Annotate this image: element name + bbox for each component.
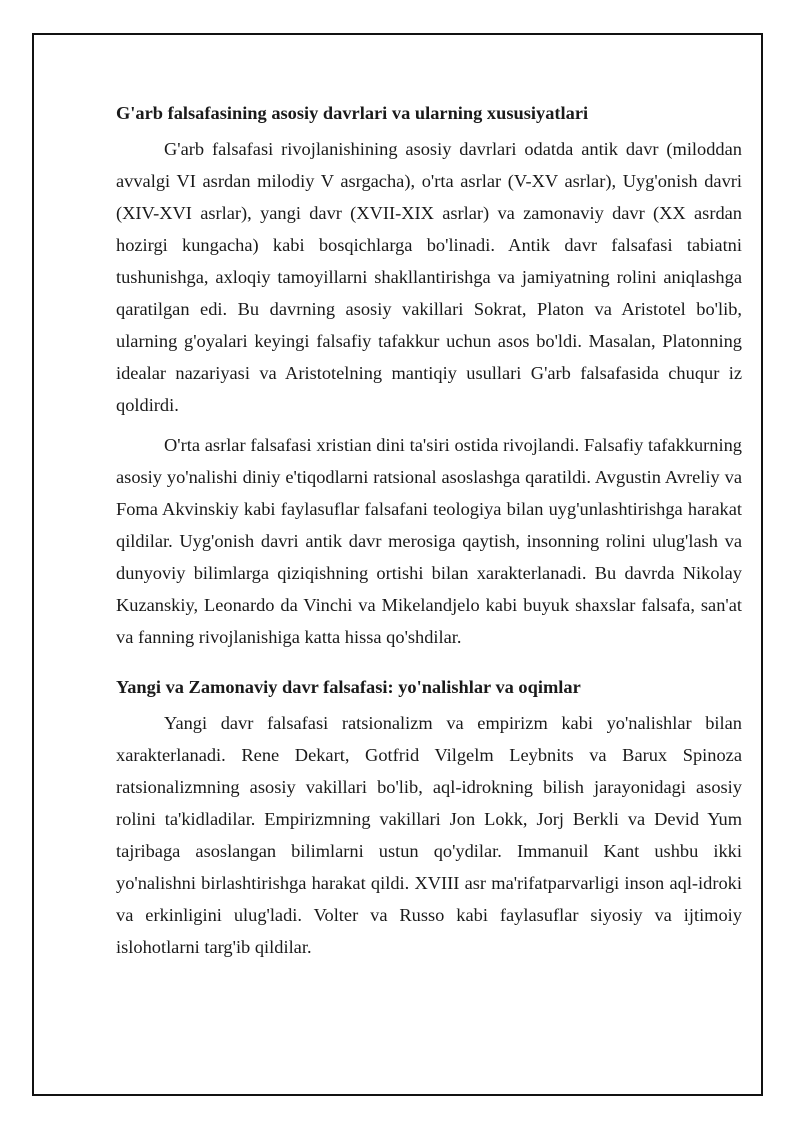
section-heading-modern-philosophy: Yangi va Zamonaviy davr falsafasi: yo'nalishlar va oqimlar [116, 677, 581, 697]
paragraph-rationalism-empiricism: Yangi davr falsafasi ratsionalizm va empirizm kabi yo'nalishlar bilan xarakterlanadi. Rene Dekart, Gotfrid Vilgelm Leybnits va Barux Spinoza ratsionalizmning asosiy vakillari bo'lib, aql-idrokning bilish jarayonidagi asosiy rolini ta'kidladilar. Empirizmning vakillari Jon Lokk, Jorj Berkli va Devid Yum tajribaga asoslangan bilimlarni ustun qo'ydilar. Immanuil Kant ushbu ikki yo'nalishni birlashtirishga harakat qildi. XVIII asr ma'rifatparvarligi inson aql-idroki va erkinligini ulug'ladi. Volter va Russo kabi faylasuflar siyosiy va ijtimoiy islohotlarni targ'ib qildilar. [116, 713, 742, 957]
paragraph-periods-overview: G'arb falsafasi rivojlanishining asosiy davrlari odatda antik davr (miloddan avvalgi VI asrdan milodiy V asrgacha), o'rta asrlar (V-XV asrlar), Uyg'onish davri (XIV-XVI asrlar), yangi davr (XVII-XIX asrlar) va zamonaviy davr (XX asrdan hozirgi kungacha) kabi bosqichlarga bo'linadi. Antik davr falsafasi tabiatni tushunishga, axloqiy tamoyillarni shakllantirishga va jamiyatning rolini aniqlashga qaratilgan edi. Bu davrning asosiy vakillari Sokrat, Platon va Aristotel bo'lib, ularning g'oyalari keyingi falsafiy tafakkur uchun asos bo'ldi. Masalan, Platonning idealar nazariyasi va Aristotelning mantiqiy usullari G'arb falsafasida chuqur iz qoldirdi. [116, 139, 742, 415]
section-heading-western-periods: G'arb falsafasining asosiy davrlari va ularning xususiyatlari [116, 103, 589, 123]
document-body [116, 97, 742, 971]
paragraph-middle-ages-renaissance: O'rta asrlar falsafasi xristian dini ta'siri ostida rivojlandi. Falsafiy tafakkurning asosiy yo'nalishi diniy e'tiqodlarni ratsional asoslashga qaratildi. Avgustin Avreliy va Foma Akvinskiy kabi faylasuflar falsafani teologiya bilan uyg'unlashtirishga harakat qildilar. Uyg'onish davri antik davr merosiga qaytish, insonning rolini ulug'lash va dunyoviy bilimlarga qiziqishning ortishi bilan xarakterlanadi. Bu davrda Nikolay Kuzanskiy, Leonardo da Vinchi va Mikelandjelo kabi buyuk shaxslar falsafa, san'at va fanning rivojlanishiga katta hissa qo'shdilar. [116, 435, 742, 647]
